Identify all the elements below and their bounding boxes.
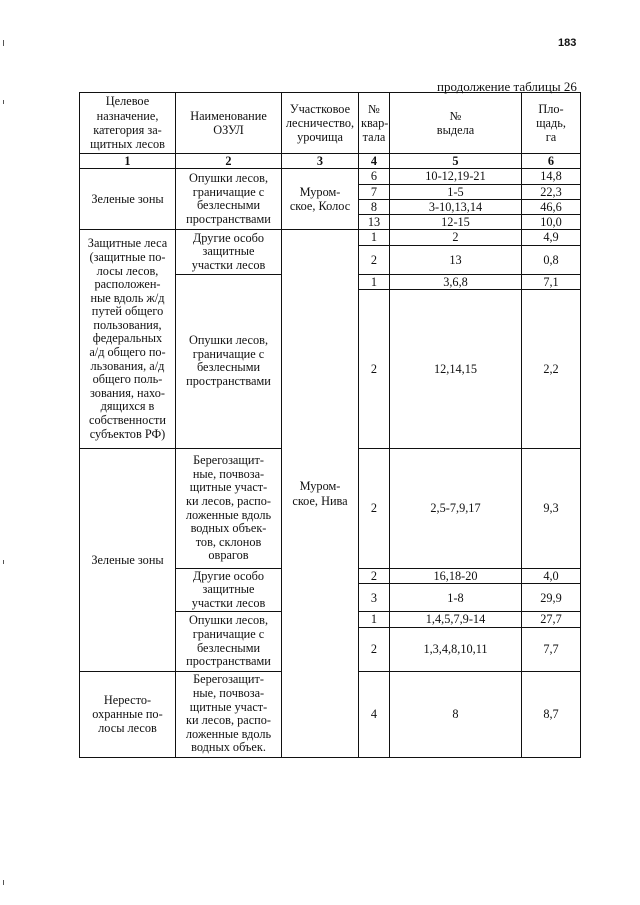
scan-edge-mark — [3, 560, 4, 564]
ozul-drugie: Другие особо защитные участки лесов — [176, 230, 282, 274]
scan-edge-mark — [3, 100, 4, 104]
ozul-opushki: Опушки лесов, граничащие с безлесными пространствами — [176, 612, 282, 671]
cell-area: 46,6 — [522, 199, 581, 214]
cell-area: 0,8 — [522, 245, 581, 274]
forestry-kolos: Муром- ское, Колос — [282, 169, 359, 230]
ozul-drugie: Другие особо защитные участки лесов — [176, 569, 282, 612]
ozul-beregozashch-short: Берегозащит- ные, почвоза- щитные участ- ки лесов, распо- ложенные вдоль водных объек. — [176, 671, 282, 757]
cell-vydel: 8 — [390, 671, 522, 757]
cell-vydel: 3,6,8 — [390, 274, 522, 289]
header-purpose: Целевое назначение, категория за- щитных лесов — [80, 93, 176, 154]
forestry-niva: Муром- ское, Нива — [282, 230, 359, 757]
cell-vydel: 2 — [390, 230, 522, 245]
header-row — [80, 93, 581, 154]
cell-kv: 2 — [359, 627, 390, 671]
cell-area: 27,7 — [522, 612, 581, 627]
cell-kv: 2 — [359, 449, 390, 569]
cell-kv: 1 — [359, 274, 390, 289]
cell-vydel: 3-10,13,14 — [390, 199, 522, 214]
cell-vydel: 1,3,4,8,10,11 — [390, 627, 522, 671]
cell-area: 9,3 — [522, 449, 581, 569]
cell-vydel: 12,14,15 — [390, 290, 522, 449]
header-quarter: № квар- тала — [359, 93, 390, 154]
cell-area: 8,7 — [522, 671, 581, 757]
colnum-2: 2 — [176, 154, 282, 169]
table-row — [80, 230, 581, 245]
cell-kv: 4 — [359, 671, 390, 757]
header-forestry: Участковое лесничество, урочища — [282, 93, 359, 154]
group-green-zones: Зеленые зоны — [80, 169, 176, 230]
cell-area: 7,7 — [522, 627, 581, 671]
forest-table — [79, 92, 581, 758]
column-number-row — [80, 154, 581, 169]
ozul-opushki: Опушки лесов, граничащие с безлесными пространствами — [176, 274, 282, 448]
group-spawning-protection: Нересто- охранные по- лосы лесов — [80, 671, 176, 757]
colnum-6: 6 — [522, 154, 581, 169]
table-row — [80, 169, 581, 184]
cell-area: 22,3 — [522, 184, 581, 199]
cell-vydel: 12-15 — [390, 215, 522, 230]
group-green-zones-2: Зеленые зоны — [80, 449, 176, 672]
colnum-1: 1 — [80, 154, 176, 169]
cell-kv: 1 — [359, 612, 390, 627]
cell-kv: 2 — [359, 569, 390, 584]
cell-kv: 8 — [359, 199, 390, 214]
header-ozul: Наименование ОЗУЛ — [176, 93, 282, 154]
ozul-beregozashch: Берегозащит- ные, почвоза- щитные участ- ки лесов, распо- ложенные вдоль водных объек- тов, склонов оврагов — [176, 449, 282, 569]
cell-area: 10,0 — [522, 215, 581, 230]
cell-vydel: 1-5 — [390, 184, 522, 199]
cell-area: 29,9 — [522, 584, 581, 612]
table-continued-label: продолжение таблицы 26 — [437, 79, 577, 94]
cell-vydel: 10-12,19-21 — [390, 169, 522, 184]
header-vydel: № выдела — [390, 93, 522, 154]
cell-vydel: 13 — [390, 245, 522, 274]
cell-kv: 13 — [359, 215, 390, 230]
colnum-4: 4 — [359, 154, 390, 169]
cell-vydel: 1,4,5,7,9-14 — [390, 612, 522, 627]
cell-area: 2,2 — [522, 290, 581, 449]
cell-vydel: 1-8 — [390, 584, 522, 612]
colnum-3: 3 — [282, 154, 359, 169]
cell-vydel: 16,18-20 — [390, 569, 522, 584]
group-protective-forests: Защитные леса (защитные по- лосы лесов, расположен- ные вдоль ж/д путей общего пользования, федеральных а/д общего по- льзования, а/д общего поль- зования, нахо- дящихся в собственности субъектов РФ) — [80, 230, 176, 449]
colnum-5: 5 — [390, 154, 522, 169]
cell-kv: 2 — [359, 245, 390, 274]
header-area: Пло- щадь, га — [522, 93, 581, 154]
cell-kv: 2 — [359, 290, 390, 449]
cell-kv: 1 — [359, 230, 390, 245]
scan-edge-mark — [3, 880, 4, 885]
cell-area: 4,9 — [522, 230, 581, 245]
cell-vydel: 2,5-7,9,17 — [390, 449, 522, 569]
cell-kv: 6 — [359, 169, 390, 184]
page-number: 183 — [558, 37, 577, 49]
cell-area: 4,0 — [522, 569, 581, 584]
scan-edge-mark — [3, 40, 4, 46]
cell-area: 7,1 — [522, 274, 581, 289]
cell-kv: 3 — [359, 584, 390, 612]
cell-kv: 7 — [359, 184, 390, 199]
ozul-opushki: Опушки лесов, граничащие с безлесными пространствами — [176, 169, 282, 230]
cell-area: 14,8 — [522, 169, 581, 184]
